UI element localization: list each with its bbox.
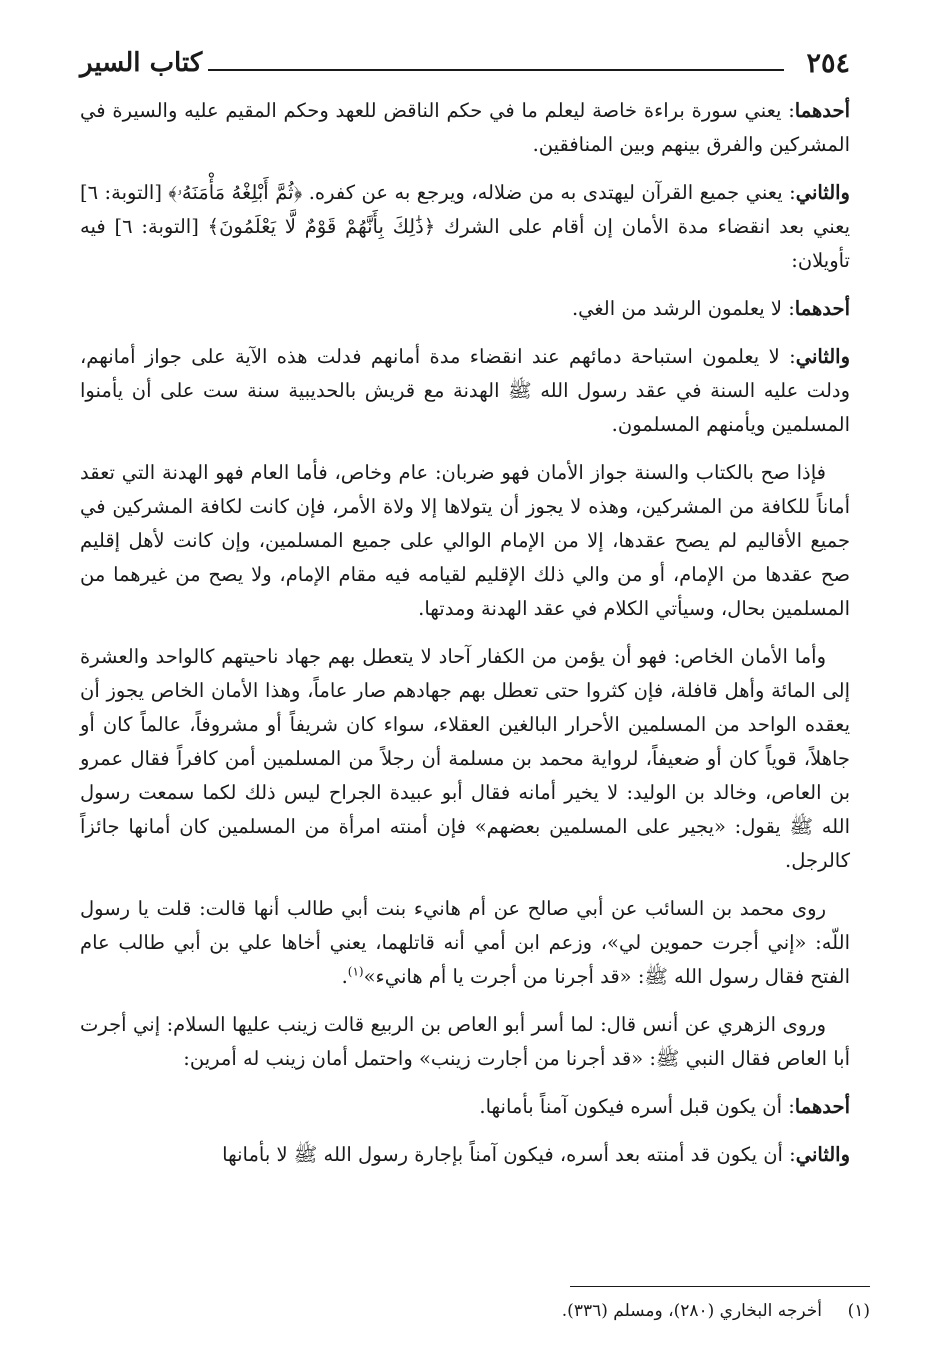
footnote-number: (١) [847,1301,870,1321]
paragraph-text: : لا يعلمون استباحة دمائهم عند انقضاء مدة أمانهم فدلت هذه الآية على جواز أمانهم، ودلت عليه السنة في عقد رسول الله ﷺ الهدنة مع قريش بالحديبية سنة ست على أن يأمنوا المسلمين ويأمنهم المسلمون. [80,345,850,436]
paragraph-3 [80,292,850,326]
paragraph-2 [80,176,850,278]
lead-word: والثاني [795,181,850,204]
lead-word: أحدهما [794,99,850,122]
paragraph-text: روى محمد بن السائب عن أبي صالح عن أم هانيء بنت أبي طالب أنها قالت: قلت يا رسول اللّه: «إني أجرت حموين لي»، وزعم ابن أمي أنه قاتلهما، يعني أخاها علي بن أبي طالب عام الفتح فقال رسول الله ﷺ: «قد أجرنا من أجرت يا أم هانيء» [80,897,850,988]
paragraph-text: : أن يكون قد أمنته بعد أسره، فيكون آمناً بإجارة رسول الله ﷺ لا بأمانها [222,1143,796,1166]
lead-word: والثاني [795,345,850,368]
running-title: كتاب السير [80,48,203,78]
paragraph-text: : أن يكون قبل أسره فيكون آمناً بأمانها. [479,1095,795,1118]
header-rule [208,69,784,71]
paragraph-text: فإذا صح بالكتاب والسنة جواز الأمان فهو ضربان: عام وخاص، فأما العام فهو الهدنة التي تعقد أماناً للكافة من المشركين، وهذه لا يجوز أن يتولاها إلا ولاة الأمر، فإن كانت لكافة المشركين في جميع الأقاليم لم يصح عقدها، إلا من الإمام الوالي على جميع المسلمين، وإن كانت لأهل إقليم صح عقدها من الإمام، أو من والي ذلك الإقليم لقيامه فيه مقام الإمام، ولا يصح من غيرهما من المسلمين بحال، وسيأتي الكلام في عقد الهدنة ومدتها. [80,461,850,620]
quran-verse: ﴿ذَٰلِكَ بِأَنَّهُمْ قَوْمٌ لَّا يَعْلَمُونَ﴾ [207,215,436,238]
paragraph-text: : يعني جميع القرآن ليهتدى به من ضلاله، ويرجع به عن كفره. [302,181,796,204]
paragraph-7 [80,892,850,994]
paragraph-6 [80,640,850,878]
paragraph-text: : يعني سورة براءة خاصة ليعلم ما في حكم الناقض للعهد وحكم المقيم عليه والسيرة في المشركين والفرق بينهم وبين المنافقين. [80,99,850,156]
paragraph-10 [80,1138,850,1172]
footnote-separator [570,1286,870,1287]
quran-verse: ﴿ثُمَّ أَبْلِغْهُ مَأْمَنَهُۥ﴾ [168,181,303,204]
body-text [80,94,850,1186]
paragraph-text: [التوبة: ٦] يعني بعد انقضاء مدة الأمان إن أقام على الشرك [80,181,851,238]
paragraph-1 [80,94,850,162]
page-header [80,48,850,92]
lead-word: أحدهما [794,1095,850,1118]
page-number: ٢٥٤ [806,48,850,79]
footnote-reference[interactable]: (١) [347,964,364,979]
paragraph-text: وروى الزهري عن أنس قال: لما أسر أبو العاص بن الربيع قالت زينب عليها السلام: إني أجرت أبا العاص فقال النبي ﷺ: «قد أجرنا من أجارت زينب» واحتمل أمان زينب له أمرين: [80,1013,850,1070]
paragraph-text: . [341,965,348,988]
footnote [100,1298,870,1324]
lead-word: والثاني [795,1143,850,1166]
footnote-text: أخرجه البخاري (٢٨٠)، ومسلم (٣٣٦). [561,1301,822,1321]
paragraph-4 [80,340,850,442]
paragraph-text: [التوبة: ٦] فيه تأويلان: [80,215,850,272]
paragraph-text: وأما الأمان الخاص: فهو أن يؤمن من الكفار آحاد لا يتعطل بهم جهاد ناحيتهم كالواحد والعشرة إلى المائة وأهل قافلة، فإن كثروا حتى تعطل بهم جهادهم صار عاماً، وهذا الأمان الخاص يجوز أن يعقده الواحد من المسلمين الأحرار البالغين العقلاء، سواء كان شريفاً أو مشروفاً، عالماً كان أو جاهلاً، قوياً كان أو ضعيفاً، لرواية محمد بن مسلمة أن رجلاً من المسلمين أمن كافراً فقال عمرو بن العاص، وخالد بن الوليد: لا يخير أمانه فقال أبو عبيدة الجراح ليس ذلك لكما سمعت رسول الله ﷺ يقول: «يجير على المسلمين بعضهم» فإن أمنته امرأة من المسلمين كان أمانها جائزاً كالرجل. [80,645,850,872]
paragraph-text: : لا يعلمون الرشد من الغي. [571,297,795,320]
paragraph-8 [80,1008,850,1076]
lead-word: أحدهما [794,297,850,320]
paragraph-5 [80,456,850,626]
paragraph-9 [80,1090,850,1124]
